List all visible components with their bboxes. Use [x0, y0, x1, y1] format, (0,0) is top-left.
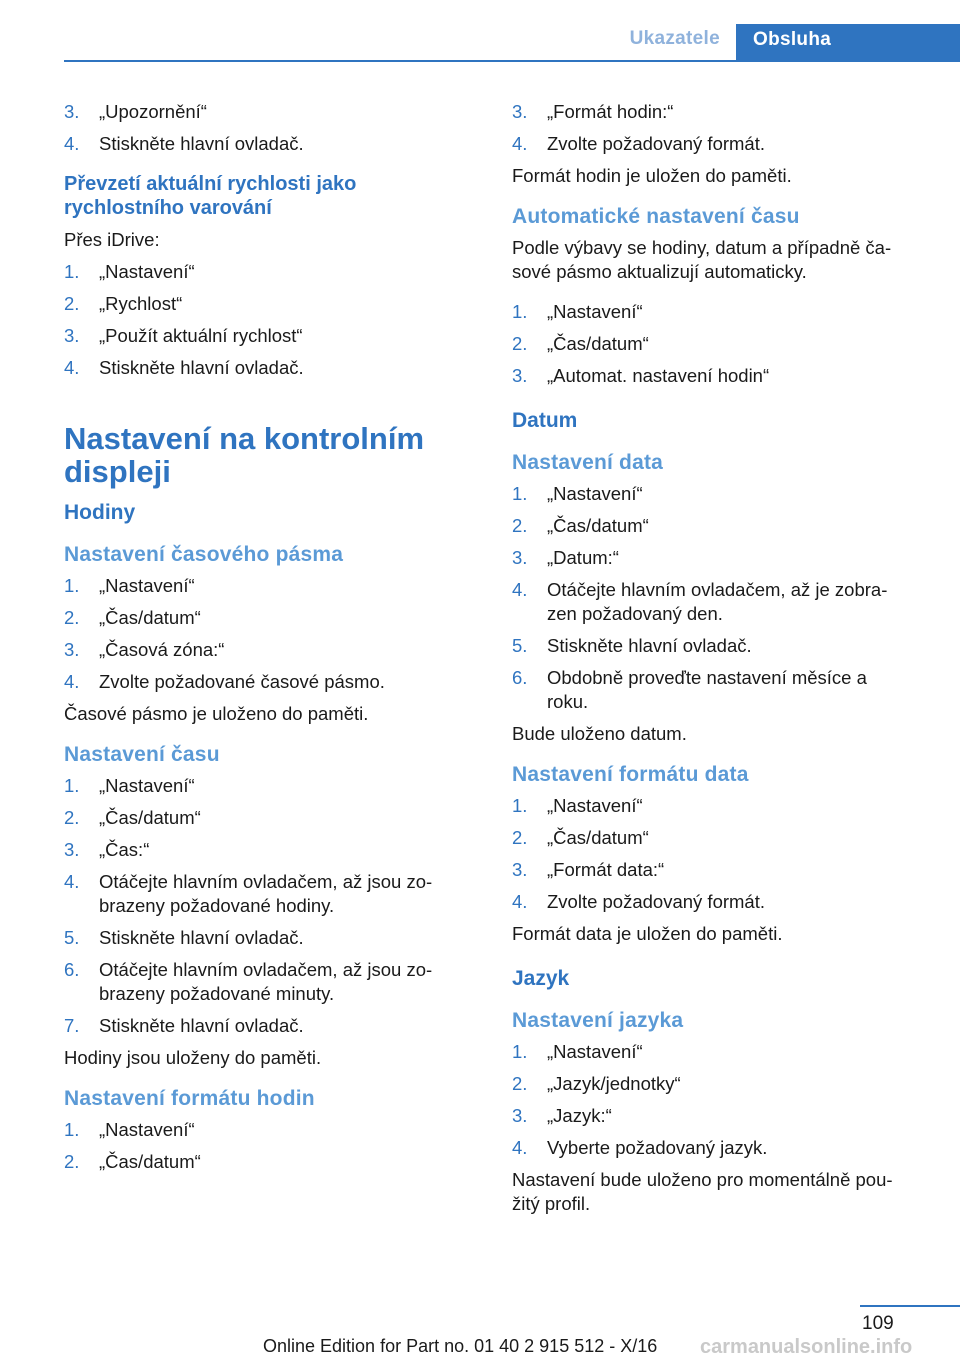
step-text: Obdobně proveďte nastavení měsíce a roku. — [547, 667, 867, 712]
header-tab-ukazatele[interactable]: Ukazatele — [629, 28, 720, 49]
list-item — [512, 132, 912, 156]
step-text: „Datum:“ — [547, 547, 619, 568]
time-saved-text: Hodiny jsou uloženy do paměti. — [64, 1047, 322, 1068]
step-number: 2. — [64, 1151, 80, 1172]
step-text: „Rychlost“ — [99, 293, 183, 314]
list-item — [64, 292, 464, 316]
footer-rule — [860, 1305, 960, 1307]
step-text: „Upozornění“ — [99, 101, 207, 122]
step-number: 4. — [64, 133, 80, 154]
step-text: Stiskněte hlavní ovladač. — [99, 133, 304, 154]
list-item — [64, 1150, 464, 1174]
heading-clock-format: Nastavení formátu hodin — [64, 1087, 315, 1110]
list-item — [64, 1118, 464, 1142]
heading-takeover-speed: Převzetí aktuální rychlosti jako rychlostního varování — [64, 173, 357, 219]
step-number: 4. — [512, 1137, 528, 1158]
step-text: Zvolte požadovaný formát. — [547, 891, 765, 912]
header-tab-obsluha[interactable]: Obsluha — [736, 24, 960, 62]
step-text: „Čas:“ — [99, 839, 150, 860]
step-number: 4. — [64, 357, 80, 378]
list-item — [512, 858, 912, 882]
list-item — [64, 574, 464, 598]
heading-timezone: Nastavení časového pásma — [64, 543, 344, 566]
step-text: „Nastavení“ — [99, 775, 195, 796]
list-item — [512, 300, 912, 324]
step-text: Vyberte požadovaný jazyk. — [547, 1137, 768, 1158]
list-item — [64, 260, 464, 284]
watermark-text: carmanualsonline.info — [700, 1336, 913, 1358]
right-column — [512, 100, 912, 1224]
step-text: „Nastavení“ — [99, 261, 195, 282]
list-item — [512, 1040, 912, 1064]
step-text: Otáčejte hlavním ovladačem, až je zobra-zen požadovaný den. — [547, 579, 888, 624]
via-idrive-text: Přes iDrive: — [64, 229, 160, 250]
edition-footer: Online Edition for Part no. 01 40 2 915 512 - X/16 — [263, 1336, 658, 1356]
list-item — [64, 606, 464, 630]
list-item — [64, 958, 464, 1006]
list-item — [64, 356, 464, 380]
heading-date: Datum — [512, 409, 578, 432]
list-item — [64, 870, 464, 918]
step-text: Stiskněte hlavní ovladač. — [547, 635, 752, 656]
step-text: „Použít aktuální rychlost“ — [99, 325, 303, 346]
list-item — [512, 794, 912, 818]
step-number: 2. — [512, 1073, 528, 1094]
step-text: „Nastavení“ — [547, 795, 643, 816]
list-item — [64, 1014, 464, 1038]
steps-time — [64, 774, 464, 1038]
list-item — [64, 806, 464, 830]
step-text: „Formát data:“ — [547, 859, 665, 880]
step-text: „Automat. nastavení hodin“ — [547, 365, 770, 386]
left-column — [64, 100, 464, 1182]
step-number: 1. — [512, 1041, 528, 1062]
step-number: 4. — [512, 133, 528, 154]
step-number: 1. — [512, 301, 528, 322]
page-header — [64, 24, 960, 62]
step-text: „Nastavení“ — [547, 1041, 643, 1062]
steps-language — [512, 1040, 912, 1160]
date-saved-text: Bude uloženo datum. — [512, 723, 687, 744]
step-text: „Čas/datum“ — [547, 515, 649, 536]
clock-format-saved-text: Formát hodin je uložen do paměti. — [512, 165, 792, 186]
list-item — [64, 926, 464, 950]
step-text: „Čas/datum“ — [99, 607, 201, 628]
list-item — [64, 774, 464, 798]
step-text: „Jazyk/jednotky“ — [547, 1073, 681, 1094]
timezone-saved-text: Časové pásmo je uloženo do paměti. — [64, 703, 369, 724]
step-text: Stiskněte hlavní ovladač. — [99, 927, 304, 948]
heading-time: Nastavení času — [64, 743, 220, 766]
step-number: 3. — [64, 101, 80, 122]
language-saved-text: Nastavení bude uloženo pro momentálně pou-žitý profil. — [512, 1169, 893, 1214]
page-number: 109 — [862, 1313, 894, 1334]
list-item — [512, 634, 912, 658]
step-text: Otáčejte hlavním ovladačem, až jsou zo-brazeny požadované minuty. — [99, 959, 433, 1004]
step-text: Stiskněte hlavní ovladač. — [99, 1015, 304, 1036]
list-item — [512, 1136, 912, 1160]
step-text: „Formát hodin:“ — [547, 101, 674, 122]
step-text: „Nastavení“ — [99, 575, 195, 596]
heading-date-setting: Nastavení data — [512, 451, 664, 474]
list-item — [512, 1104, 912, 1128]
step-text: „Čas/datum“ — [547, 333, 649, 354]
step-number: 1. — [512, 483, 528, 504]
auto-time-description: Podle výbavy se hodiny, datum a případně ča-sové pásmo aktualizují automaticky. — [512, 237, 892, 282]
steps-date — [512, 482, 912, 714]
list-item — [64, 638, 464, 662]
step-number: 5. — [512, 635, 528, 656]
steps-speed-warning — [64, 100, 464, 156]
step-number: 4. — [64, 871, 80, 892]
step-text: „Nastavení“ — [99, 1119, 195, 1140]
step-text: „Čas/datum“ — [99, 807, 201, 828]
list-item — [512, 546, 912, 570]
step-number: 3. — [64, 325, 80, 346]
step-number: 3. — [512, 547, 528, 568]
list-item — [512, 826, 912, 850]
step-number: 2. — [64, 607, 80, 628]
list-item — [512, 332, 912, 356]
list-item — [512, 578, 912, 626]
step-number: 2. — [512, 515, 528, 536]
list-item — [512, 666, 912, 714]
step-number: 3. — [512, 365, 528, 386]
step-number: 4. — [512, 579, 528, 600]
step-number: 1. — [64, 261, 80, 282]
heading-language-setting: Nastavení jazyka — [512, 1009, 684, 1032]
list-item — [512, 514, 912, 538]
list-item — [512, 364, 912, 388]
step-number: 3. — [64, 839, 80, 860]
step-text: Otáčejte hlavním ovladačem, až jsou zo-brazeny požadované hodiny. — [99, 871, 433, 916]
step-text: Zvolte požadovaný formát. — [547, 133, 765, 154]
step-number: 3. — [512, 101, 528, 122]
step-text: „Časová zóna:“ — [99, 639, 225, 660]
list-item — [64, 838, 464, 862]
step-number: 3. — [512, 1105, 528, 1126]
list-item — [64, 670, 464, 694]
list-item — [512, 890, 912, 914]
heading-auto-time: Automatické nastavení času — [512, 205, 800, 228]
step-number: 2. — [64, 807, 80, 828]
step-number: 1. — [64, 775, 80, 796]
steps-auto-time — [512, 300, 912, 388]
heading-clock: Hodiny — [64, 501, 136, 524]
step-text: Zvolte požadované časové pásmo. — [99, 671, 385, 692]
step-text: Stiskněte hlavní ovladač. — [99, 357, 304, 378]
list-item — [512, 100, 912, 124]
step-number: 2. — [512, 333, 528, 354]
steps-clock-format — [64, 1118, 464, 1174]
heading-language: Jazyk — [512, 967, 570, 990]
step-text: „Nastavení“ — [547, 301, 643, 322]
heading-date-format: Nastavení formátu data — [512, 763, 749, 786]
step-number: 3. — [64, 639, 80, 660]
step-number: 1. — [64, 575, 80, 596]
step-number: 6. — [512, 667, 528, 688]
step-number: 1. — [512, 795, 528, 816]
step-text: „Nastavení“ — [547, 483, 643, 504]
step-number: 7. — [64, 1015, 80, 1036]
list-item — [512, 1072, 912, 1096]
steps-takeover-speed — [64, 260, 464, 380]
date-format-saved-text: Formát data je uložen do paměti. — [512, 923, 783, 944]
list-item — [64, 100, 464, 124]
step-number: 2. — [512, 827, 528, 848]
step-text: „Čas/datum“ — [99, 1151, 201, 1172]
step-number: 2. — [64, 293, 80, 314]
step-number: 4. — [64, 671, 80, 692]
step-number: 4. — [512, 891, 528, 912]
list-item — [64, 132, 464, 156]
step-number: 6. — [64, 959, 80, 980]
header-rule — [64, 60, 960, 62]
step-text: „Čas/datum“ — [547, 827, 649, 848]
steps-timezone — [64, 574, 464, 694]
step-number: 5. — [64, 927, 80, 948]
step-number: 3. — [512, 859, 528, 880]
list-item — [64, 324, 464, 348]
step-number: 1. — [64, 1119, 80, 1140]
steps-clock-format-cont — [512, 100, 912, 156]
step-text: „Jazyk:“ — [547, 1105, 612, 1126]
title-display-settings: Nastavení na kontrolním displeji — [64, 421, 425, 489]
steps-date-format — [512, 794, 912, 914]
list-item — [512, 482, 912, 506]
